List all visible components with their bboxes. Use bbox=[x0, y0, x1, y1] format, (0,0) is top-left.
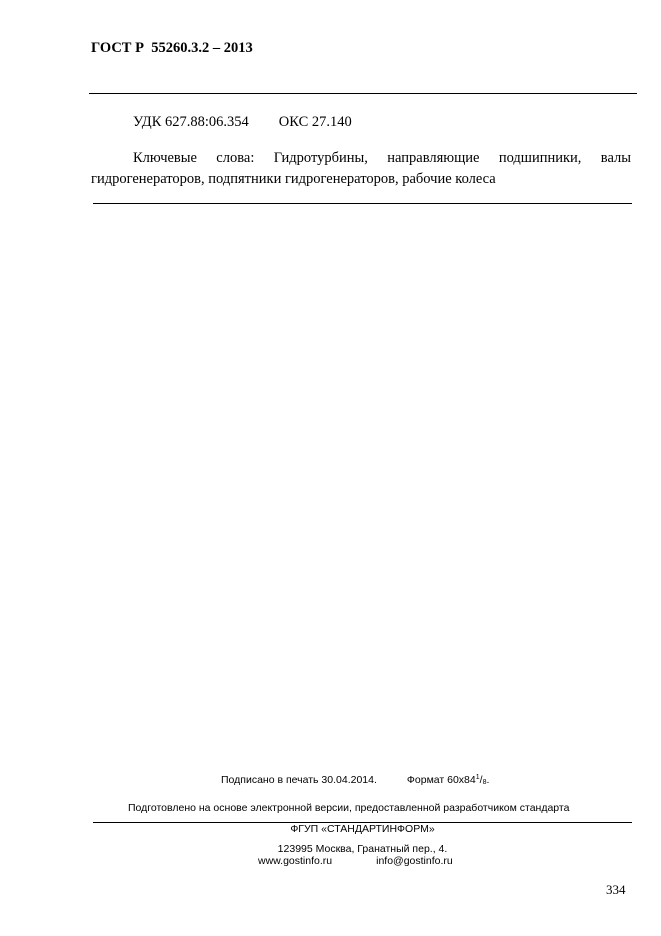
header-rule bbox=[89, 93, 637, 94]
imprint-prepared-note: Подготовлено на основе электронной версии, предоставленной разработчиком стандарта bbox=[128, 802, 570, 814]
publisher-contacts bbox=[258, 855, 453, 867]
website-link[interactable]: www.gostinfo.ru bbox=[258, 855, 333, 867]
paper-format: Формат $60х84^1/_8$. bbox=[406, 774, 490, 786]
signed-date: Подписано в печать 30.04.2014. bbox=[221, 774, 377, 786]
email-link[interactable]: info@gostinfo.ru bbox=[376, 855, 453, 867]
oks-code: ОКС 27.140 bbox=[278, 114, 352, 130]
publisher-address: 123995 Москва, Гранатный пер., 4. bbox=[277, 843, 448, 855]
keywords-rule bbox=[93, 203, 632, 204]
page-number: 334 bbox=[606, 882, 626, 897]
document-title: ГОСТ Р 55260.3.2 – 2013 bbox=[91, 40, 253, 56]
keywords-paragraph: Ключевые слова: Гидротурбины, направляющие подшипники, валы гидрогенераторов, подпятники гидрогенераторов, рабочие колеса bbox=[91, 150, 631, 187]
imprint-signed-line bbox=[221, 774, 489, 786]
publisher-name: ФГУП «СТАНДАРТИНФОРМ» bbox=[290, 823, 435, 835]
udk-code: УДК 627.88:06.354 bbox=[133, 114, 249, 130]
classification-line bbox=[133, 114, 352, 131]
